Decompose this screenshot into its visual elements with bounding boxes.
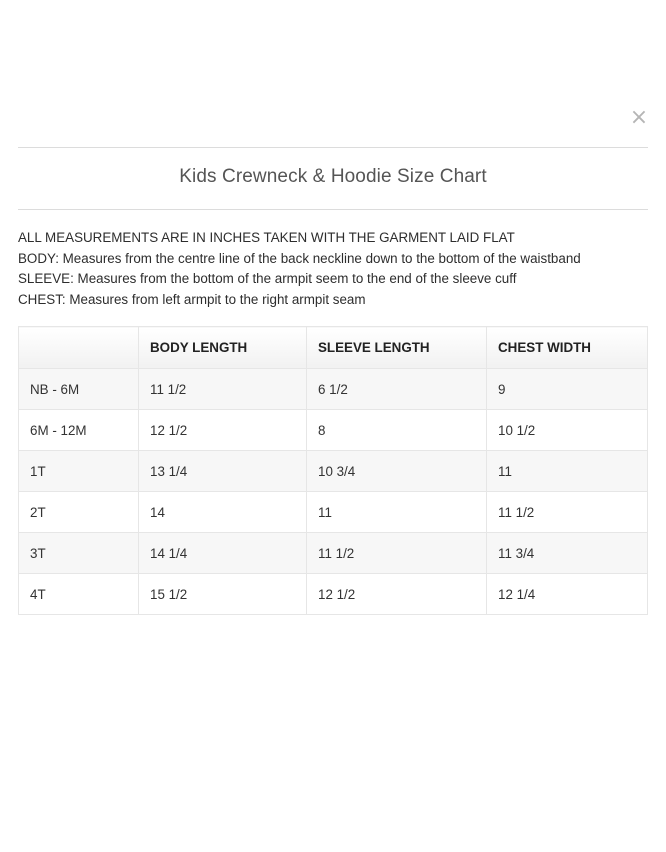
cell-body-length: 15 1/2	[139, 574, 307, 615]
table-row	[19, 451, 648, 492]
measurement-notes	[18, 228, 648, 310]
header-body-length: BODY LENGTH	[139, 327, 307, 369]
note-chest: CHEST: Measures from left armpit to the right armpit seam	[18, 291, 366, 307]
cell-body-length: 14	[139, 492, 307, 533]
cell-chest-width: 11 3/4	[487, 533, 648, 574]
cell-chest-width: 9	[487, 369, 648, 410]
cell-size: 6M - 12M	[19, 410, 139, 451]
cell-body-length: 14 1/4	[139, 533, 307, 574]
cell-sleeve-length: 8	[307, 410, 487, 451]
cell-body-length: 13 1/4	[139, 451, 307, 492]
cell-size: 3T	[19, 533, 139, 574]
cell-chest-width: 11	[487, 451, 648, 492]
cell-sleeve-length: 11 1/2	[307, 533, 487, 574]
table-row	[19, 574, 648, 615]
cell-sleeve-length: 10 3/4	[307, 451, 487, 492]
cell-chest-width: 12 1/4	[487, 574, 648, 615]
table-row	[19, 410, 648, 451]
cell-size: 1T	[19, 451, 139, 492]
cell-sleeve-length: 6 1/2	[307, 369, 487, 410]
table-row	[19, 492, 648, 533]
size-chart-table	[18, 326, 648, 615]
note-sleeve: SLEEVE: Measures from the bottom of the armpit seem to the end of the sleeve cuff	[18, 271, 517, 286]
cell-size: 2T	[19, 492, 139, 533]
cell-sleeve-length: 12 1/2	[307, 574, 487, 615]
table-row	[19, 369, 648, 410]
title-divider	[18, 209, 648, 210]
header-sleeve-length: SLEEVE LENGTH	[307, 327, 487, 369]
note-body: BODY: Measures from the centre line of the back neckline down to the bottom of the waistband	[18, 250, 581, 266]
cell-chest-width: 10 1/2	[487, 410, 648, 451]
header-divider	[18, 147, 648, 148]
cell-size: 4T	[19, 574, 139, 615]
header-size	[19, 327, 139, 369]
table-header-row	[19, 327, 648, 369]
note-all-measurements: ALL MEASUREMENTS ARE IN INCHES TAKEN WITH THE GARMENT LAID FLAT	[18, 230, 515, 245]
header-chest-width: CHEST WIDTH	[487, 327, 648, 369]
cell-chest-width: 11 1/2	[487, 492, 648, 533]
close-icon[interactable]: ×	[629, 105, 649, 130]
cell-body-length: 11 1/2	[139, 369, 307, 410]
cell-size: NB - 6M	[19, 369, 139, 410]
table-row	[19, 533, 648, 574]
cell-body-length: 12 1/2	[139, 410, 307, 451]
cell-sleeve-length: 11	[307, 492, 487, 533]
modal-title: Kids Crewneck & Hoodie Size Chart	[179, 166, 487, 187]
